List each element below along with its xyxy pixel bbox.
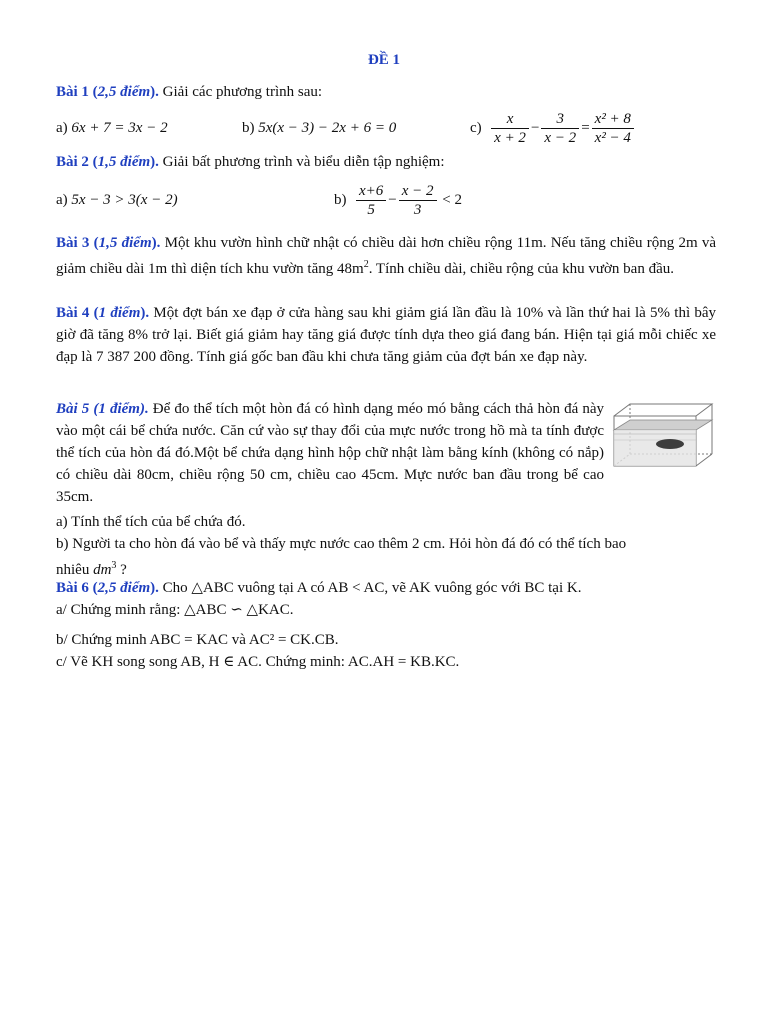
problem-1b: b) 5x(x − 3) − 2x + 6 = 0 <box>242 119 397 136</box>
problem-1-heading: Bài 1 (2,5 điểm). Giải các phương trình sau: <box>56 84 323 100</box>
exam-title: ĐỀ 1 <box>367 52 401 68</box>
problem-2a: a) 5x − 3 > 3(x − 2) <box>56 191 178 208</box>
problem-1a: a) 6x + 7 = 3x − 2 <box>56 119 168 136</box>
fraction: $\frac{x}{x + 2}$ <box>491 110 529 147</box>
problem-5b: b) Người ta cho hòn đá vào bể và thấy mực nước cao thêm 2 cm. Hỏi hòn đá đó có thể tích bao <box>56 536 627 552</box>
problem-5a: a) Tính thể tích của bể chứa đó. <box>56 514 246 530</box>
problem-4: Bài 4 (1 điểm). Một đợt bán xe đạp ở cửa hàng sau khi giảm giá lần đầu là 10% và lần thứ hai là 5% thì bây giờ đã tăng 8% trở lại. Biết giá giảm hay tăng giá được tính dựa theo giá đang bán. Hiện tại giá mỗi chiếc xe đạp là 7 387 200 đồng. Tính giá gốc ban đầu khi chưa tăng giảm của đợt bán xe đạp này. <box>56 305 716 365</box>
fraction: $\frac{x - 2}{3}$ <box>399 182 437 219</box>
problem-6b: b/ Chứng minh ABC = KAC và AC² = CK.CB. <box>56 632 339 648</box>
problem-5b-cont: nhiêu $dm^3$ ? <box>56 560 127 578</box>
stone-shape <box>656 439 684 449</box>
fraction: $\frac{\text{x² + 8}}{\text{x² − 4}}$ <box>592 110 634 147</box>
fraction: $\frac{x+6}{5}$ <box>356 182 386 219</box>
problem-6-heading: Bài 6 (2,5 điểm). Cho △ABC vuông tại A có AB < AC, vẽ AK vuông góc với BC tại K. <box>56 580 582 596</box>
problem-6c: c/ Vẽ KH song song AB, H ∈ AC. Chứng minh: AC.AH = KB.KC. <box>56 654 460 670</box>
problem-6a: a/ Chứng minh rằng: △ABC ∽ △KAC. <box>56 602 294 618</box>
problem-3: Bài 3 (1,5 điểm). Một khu vườn hình chữ nhật có chiều dài hơn chiều rộng 11m. Nếu tăng chiều rộng 2m và giảm chiều dài 1m thì diện tích khu vườn tăng $48m^2$. Tính chiều dài, chiều rộng của khu vườn ban đầu. <box>56 235 717 277</box>
fraction: $\frac{3}{x - 2}$ <box>541 110 579 147</box>
problem-5: Bài 5 (1 điểm). Để đo thể tích một hòn đá có hình dạng méo mó bằng cách thả hòn đá này vào một cái bể chứa nước. Căn cứ vào sự thay đổi của mực nước trong hồ mà ta tính được thể tích của hòn đá đó.Một bể chứa dạng hình hộp chữ nhật làm bằng kính (không có nắp) có chiều dài 80cm, chiều rộng 50 cm, chiều cao 45cm. Mực nước ban đầu trong bể cao 35cm. <box>56 401 604 505</box>
glass-tank-figure <box>612 400 716 470</box>
problem-2-heading: Bài 2 (1,5 điểm). Giải bất phương trình và biểu diễn tập nghiệm: <box>56 154 445 170</box>
problem-2b: b) $\frac{x+6}{5}$ − $\frac{x - 2}{3}$ < 2 <box>334 182 462 218</box>
problem-1c: c) $\frac{x}{x + 2}$ − $\frac{3}{x - 2}$ = $\frac{\text{x² + 8}}{\text{x² − 4}}$ <box>470 106 636 150</box>
